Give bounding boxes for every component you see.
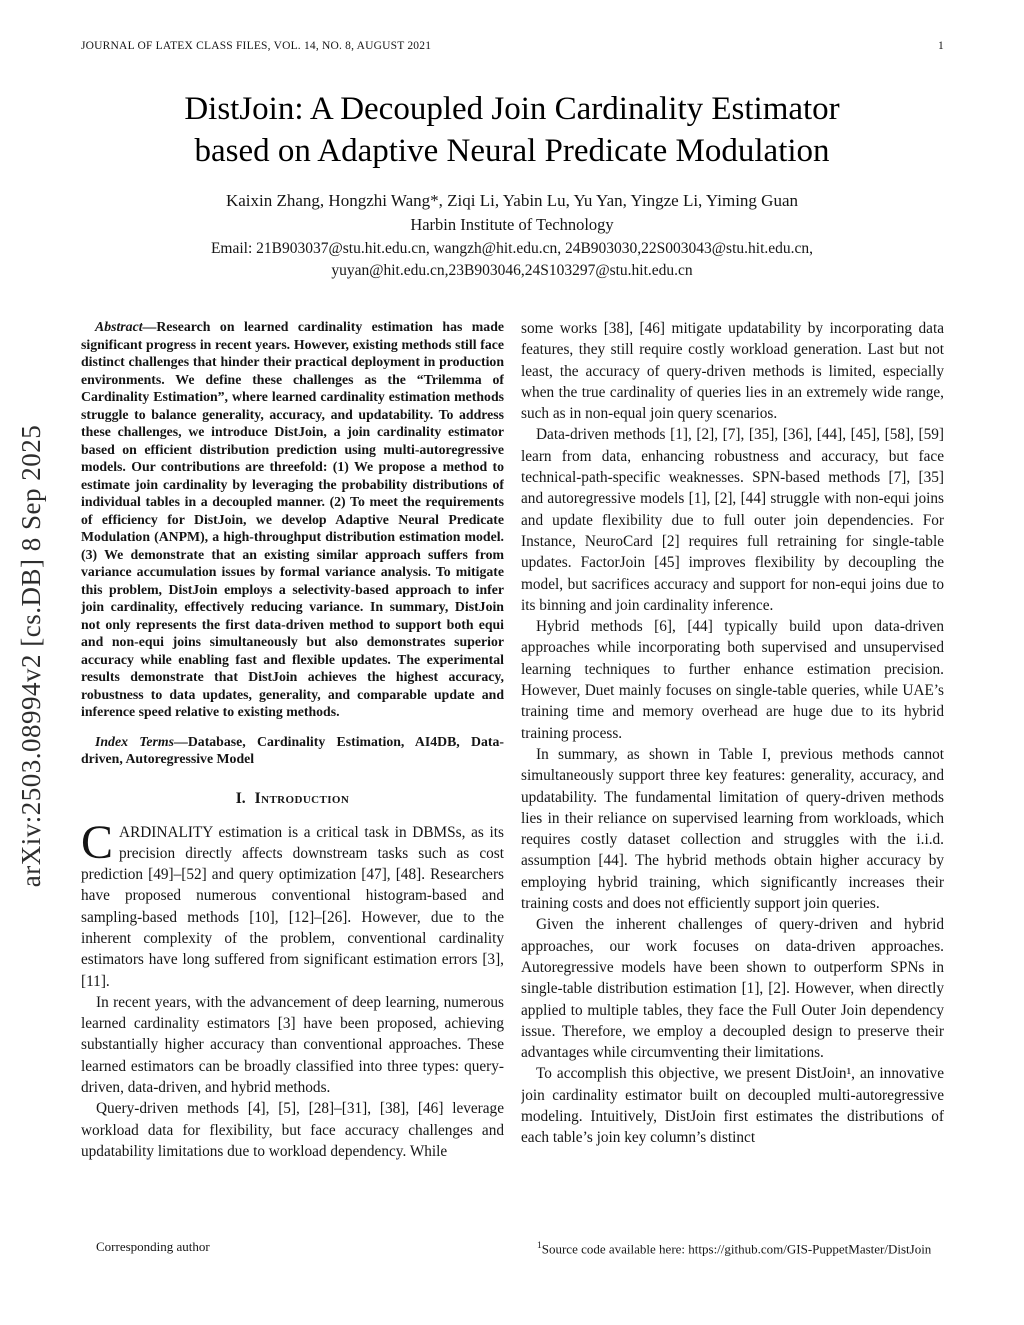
intro-paragraph-1 [81, 815, 504, 992]
abstract-dash: — [142, 319, 157, 334]
section-number: I. [235, 789, 246, 807]
emails-block [0, 238, 1024, 282]
abstract-text: Research on learned cardinality estimation has made significant progress in recent years. However, existing methods still face distinct challenges that hinder their practical deployment in production environments. We define these challenges as the “Trilemma of Cardinality Estimation”, where learned cardinality estimation methods struggle to balance generality, accuracy, and updatability. To address these challenges, we introduce DistJoin, a join cardinality estimator based on efficient distribution prediction using multi-autoregressive models. Our contributions are threefold: (1) We propose a method to estimate join cardinality by leveraging the probability distributions of individual tables in a decoupled manner. (2) To meet the requirements of efficiency for DistJoin, we develop Adaptive Neural Predicate Modulation (ANPM), a high-throughput distribution estimation model. (3) We demonstrate that an existing similar approach suffers from variance accumulation issues by formal variance analysis. To mitigate this problem, DistJoin employs a selectivity-based approach to infer join cardinality, effectively reducing variance. In summary, DistJoin not only represents the first data-driven method to support both equi and non-equi joins simultaneously but also demonstrates superior accuracy while enabling fast and flexible updates. The experimental results demonstrate that DistJoin achieves the highest accuracy, robustness to data updates, generality, and comparable update and inference speed relative to existing methods. [81, 319, 504, 719]
paper-title-line2: based on Adaptive Neural Predicate Modulation [194, 133, 830, 169]
intro-paragraph-1-text: ARDINALITY estimation is a critical task in DBMSs, as its precision directly affects downstream tasks such as cost prediction [49]–[52] and query optimization [47], [48]. Researchers have proposed numerous conventional histogram-based and sampling-based methods [10], [12]–[26]. However, due to the inherent complexity of the problem, conventional cardinality estimators have long suffered from significant estimation errors [3], [11]. [81, 823, 504, 990]
section-title: Introduction [254, 789, 350, 807]
footnote-corresponding-author: Corresponding author [96, 1239, 210, 1254]
index-terms-text: Database, Cardinality Estimation, AI4DB, Data-driven, Autoregressive Model [81, 733, 504, 766]
abstract [81, 318, 504, 721]
authors-line: Kaixin Zhang, Hongzhi Wang*, Ziqi Li, Yabin Lu, Yu Yan, Yingze Li, Yiming Guan [225, 191, 799, 210]
footnote-source-code-text: Source code available here: https://github.com/GIS-PuppetMaster/DistJoin [541, 1241, 932, 1256]
right-paragraph-6: To accomplish this objective, we present DistJoin¹, an innovative join cardinality estimator built on decoupled multi-autoregressive modeling. Intuitively, DistJoin first estimates the distributions of each table’s join key column’s distinct [521, 1065, 944, 1147]
footnote-source-code [537, 1238, 931, 1257]
right-paragraph-2: Data-driven methods [1], [2], [7], [35], [36], [44], [45], [58], [59] learn from data, enhancing robustness and accuracy, but face technical-path-specific weaknesses. SPN-based methods [7], [35] and autoregressive models [1], [2], [44] struggle with non-equi joins and update flexibility due to full outer join dependencies. For Instance, NeuroCard [2] requires full retraining for single-table updates. FactorJoin [45] improves flexibility by decoupling the model, but sacrifices accuracy and support for non-equi joins due to its binning and join cardinality inference. [521, 426, 944, 614]
intro-paragraph-3: Query-driven methods [4], [5], [28]–[31], [38], [46] leverage workload data for flexibility, but face accuracy challenges and updatability limitations due to workload dependency. While [81, 1100, 504, 1160]
index-terms-dash: — [174, 733, 188, 749]
section-heading-introduction [81, 790, 504, 808]
paper-title [0, 88, 1024, 172]
email-line-1: Email: 21B903037@stu.hit.edu.cn, wangzh@hit.edu.cn, 24B903030,22S003043@stu.hit.edu.cn, [210, 240, 814, 257]
right-column [521, 318, 944, 1223]
paper-title-line1: DistJoin: A Decoupled Join Cardinality Estimator [184, 91, 840, 127]
dropcap-letter: C [81, 815, 114, 869]
email-line-2: yuyan@hit.edu.cn,23B903046,24S103297@stu.hit.edu.cn [331, 262, 693, 279]
abstract-label: Abstract [95, 319, 143, 334]
left-column [81, 318, 504, 1223]
footnote-marker: 1 [537, 1240, 542, 1251]
index-terms [81, 733, 504, 768]
intro-paragraph-2: In recent years, with the advancement of deep learning, numerous learned cardinality estimators [3] have been proposed, achieving substantially higher accuracy than conventional approaches. These learned estimators can be broadly classified into three types: query-driven, data-driven, and hybrid methods. [81, 993, 504, 1097]
right-paragraph-4: In summary, as shown in Table I, previous methods cannot simultaneously support three key features: generality, accuracy, and updatability. The fundamental limitation of query-driven methods lies in their reliance on supervised learning from workloads, which requires costly dataset collection and struggles with the i.i.d. assumption [44]. The hybrid methods obtain higher accuracy by employing hybrid training, which significantly increases their training costs and does not efficiently support join queries. [521, 745, 944, 913]
journal-header: JOURNAL OF LATEX CLASS FILES, VOL. 14, NO. 8, AUGUST 2021 [81, 40, 432, 52]
running-head [81, 40, 944, 52]
two-column-body [81, 318, 944, 1223]
title-block [0, 88, 1024, 282]
right-paragraph-5: Given the inherent challenges of query-driven and hybrid approaches, our work focuses on data-driven approaches. Autoregressive models have been shown to outperform SPNs in single-table distribution estimation [1], [2]. However, when directly applied to multiple tables, they face the Full Outer Join dependency issue. Therefore, we employ a decoupled design to preserve their advantages while circumventing their limitations. [521, 916, 944, 1062]
affiliation: Harbin Institute of Technology [410, 215, 614, 234]
index-terms-label: Index Terms [95, 733, 175, 749]
right-paragraph-3: Hybrid methods [6], [44] typically build upon data-driven approaches while incorporating both supervised and unsupervised learning techniques to further enhance estimation precision. However, Duet mainly focuses on single-table queries, while UAE’s training time and memory overhead are huge due to its hybrid training process. [521, 618, 944, 742]
arxiv-watermark: arXiv:2503.08994v2 [cs.DB] 8 Sep 2025 [16, 424, 46, 888]
right-paragraph-1: some works [38], [46] mitigate updatability by incorporating data features, they still require costly workload generation. Last but not least, the accuracy of query-driven methods is limited, especially when the true cardinality of queries lies in an extremely wide range, such as in non-equal join query scenarios. [521, 320, 944, 423]
page-number: 1 [938, 40, 944, 52]
